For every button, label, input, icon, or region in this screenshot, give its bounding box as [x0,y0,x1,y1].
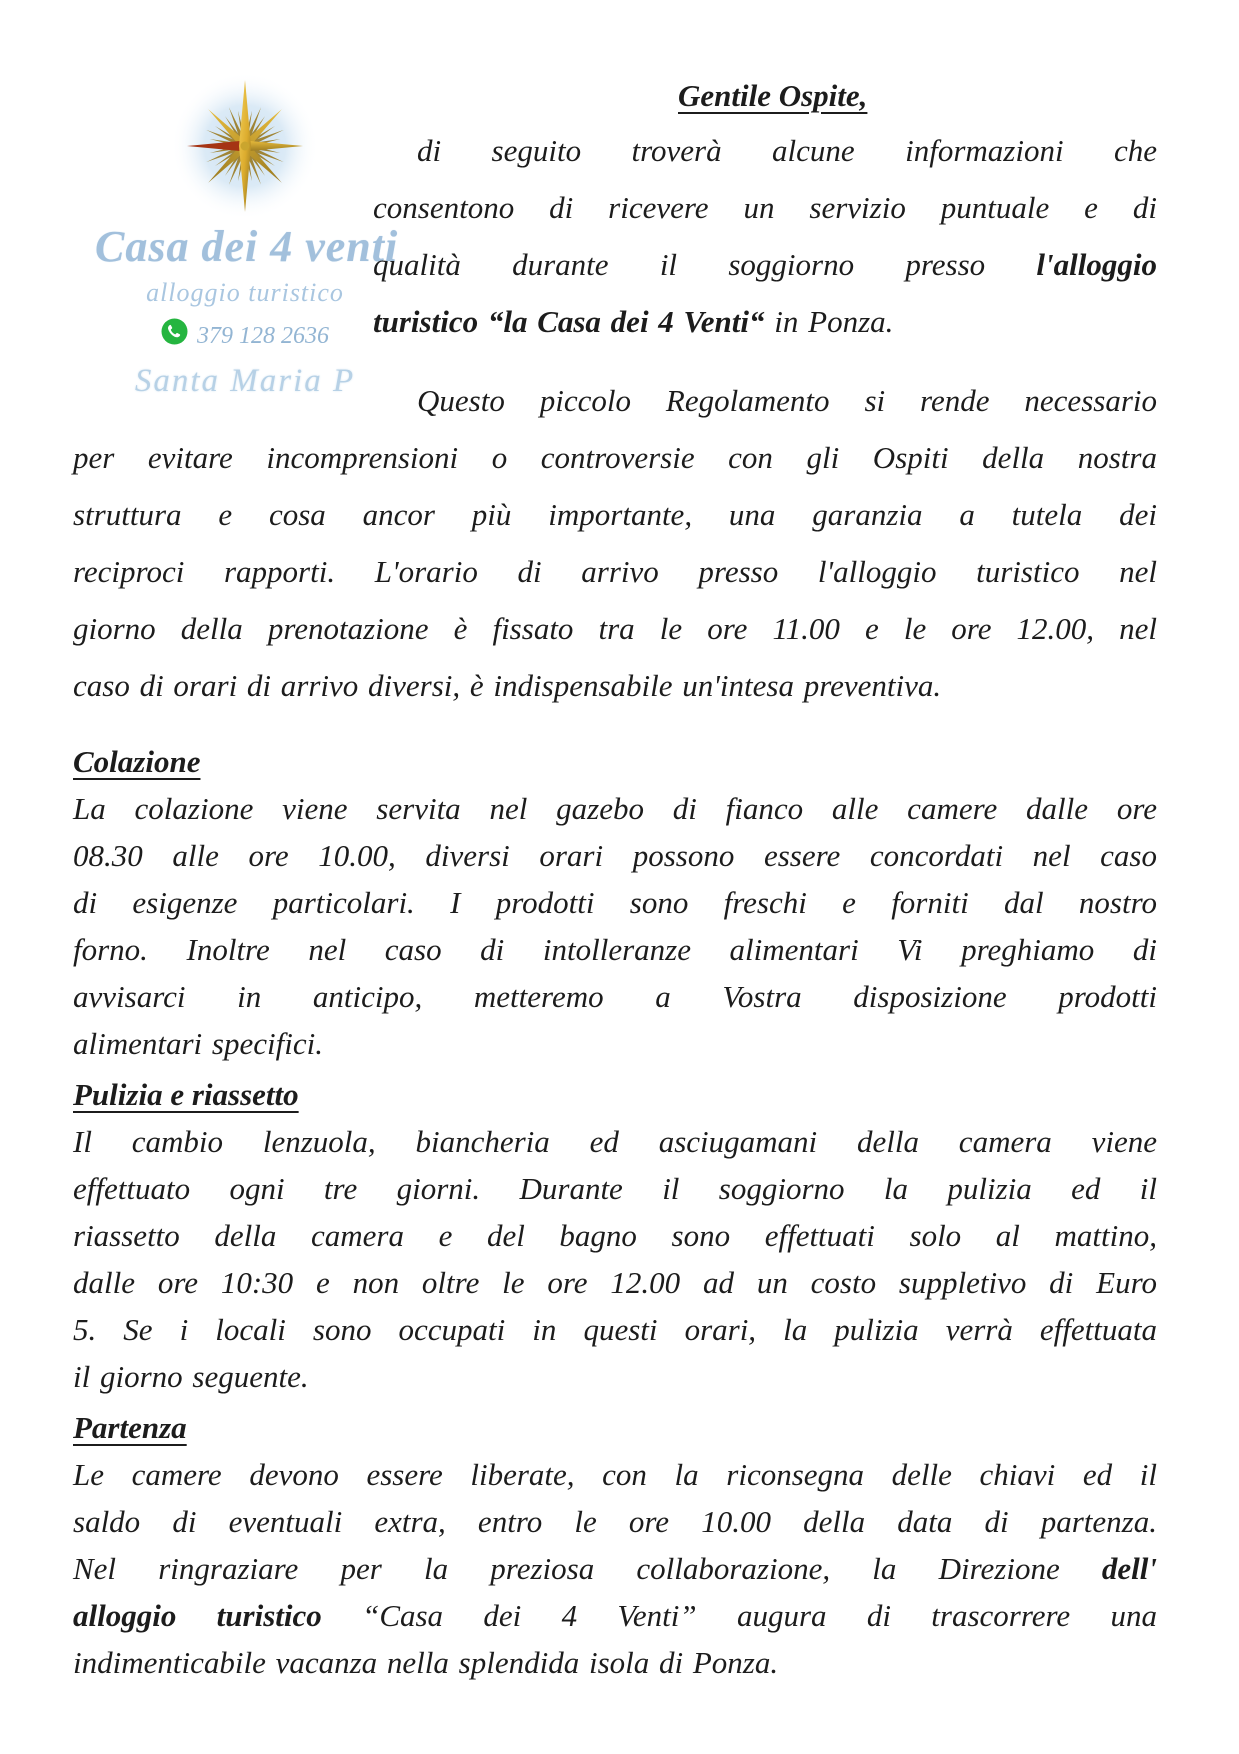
pulizia-paragraph [73,1118,1157,1400]
text-line: caso di orari di arrivo diversi, è indispensabile un'intesa preventiva. [73,668,942,703]
text-line: Le camere devono essere liberate, con la riconsegna delle chiavi ed il [73,1457,1157,1492]
intro-opening-paragraph [73,122,1157,350]
text-line: Nel ringraziare per la preziosa collaborazione, la Direzione dell' [73,1551,1157,1586]
document-flow [73,122,1157,1686]
greeting-line [678,70,1157,122]
text-line: di seguito troverà alcune informazioni che [417,133,1157,168]
text-line: avvisarci in anticipo, metteremo a Vostra disposizione prodotti [73,979,1157,1014]
text-line: Il cambio lenzuola, biancheria ed asciugamani della camera viene [73,1124,1157,1159]
text-line: indimenticabile vacanza nella splendida isola di Ponza. [73,1645,779,1680]
logo-phone: 379 128 2636 [197,322,329,349]
text-line: turistico “la Casa dei 4 Venti“ in Ponza. [373,304,894,339]
section-heading-pulizia-label: Pulizia e riassetto [73,1077,299,1112]
text-line: alimentari specifici. [73,1026,323,1061]
text-line: per evitare incomprensioni o controversie con gli Ospiti della nostra [73,440,1157,475]
logo-location: Santa Maria P [134,363,356,399]
section-heading-colazione-label: Colazione [73,744,201,779]
text-line: reciproci rapporti. L'orario di arrivo presso l'alloggio turistico nel [73,554,1157,589]
text-line: struttura e cosa ancor più importante, una garanzia a tutela dei [73,497,1157,532]
section-heading-pulizia [73,1071,1157,1118]
text-line: qualità durante il soggiorno presso l'alloggio [373,247,1157,282]
text-line: 5. Se i locali sono occupati in questi orari, la pulizia verrà effettuata [73,1312,1157,1347]
text-line: alloggio turistico “Casa dei 4 Venti” augura di trascorrere una [73,1598,1158,1633]
colazione-paragraph [73,785,1157,1067]
text-line: Questo piccolo Regolamento si rende necessario [417,383,1157,418]
text-line: consentono di ricevere un servizio puntuale e di [373,190,1157,225]
text-line: di esigenze particolari. I prodotti sono freschi e forniti dal nostro [73,885,1157,920]
text-line: forno. Inoltre nel caso di intolleranze alimentari Vi preghiamo di [73,932,1157,967]
document-content [73,70,1157,1686]
section-heading-partenza-label: Partenza [73,1410,187,1445]
text-line: il giorno seguente. [73,1359,309,1394]
intro-regolamento-paragraph [73,372,1157,714]
section-heading-partenza [73,1404,1157,1451]
text-line: dalle ore 10:30 e non oltre le ore 12.00 ad un costo suppletivo di Euro [73,1265,1157,1300]
text-line: 08.30 alle ore 10.00, diversi orari possono essere concordati nel caso [73,838,1157,873]
text-line: La colazione viene servita nel gazebo di fianco alle camere dalle ore [73,791,1157,826]
section-heading-colazione [73,738,1157,785]
text-line: saldo di eventuali extra, entro le ore 10.00 della data di partenza. [73,1504,1157,1539]
text-line: effettuato ogni tre giorni. Durante il soggiorno la pulizia ed il [73,1171,1157,1206]
greeting-text: Gentile Ospite, [678,78,868,113]
partenza-paragraph [73,1451,1157,1686]
text-line: riassetto della camera e del bagno sono effettuati solo al mattino, [73,1218,1157,1253]
logo-name: Casa dei 4 venti [95,222,399,271]
logo-subtitle: alloggio turistico [146,278,344,307]
text-line: giorno della prenotazione è fissato tra le ore 11.00 e le ore 12.00, nel [73,611,1157,646]
